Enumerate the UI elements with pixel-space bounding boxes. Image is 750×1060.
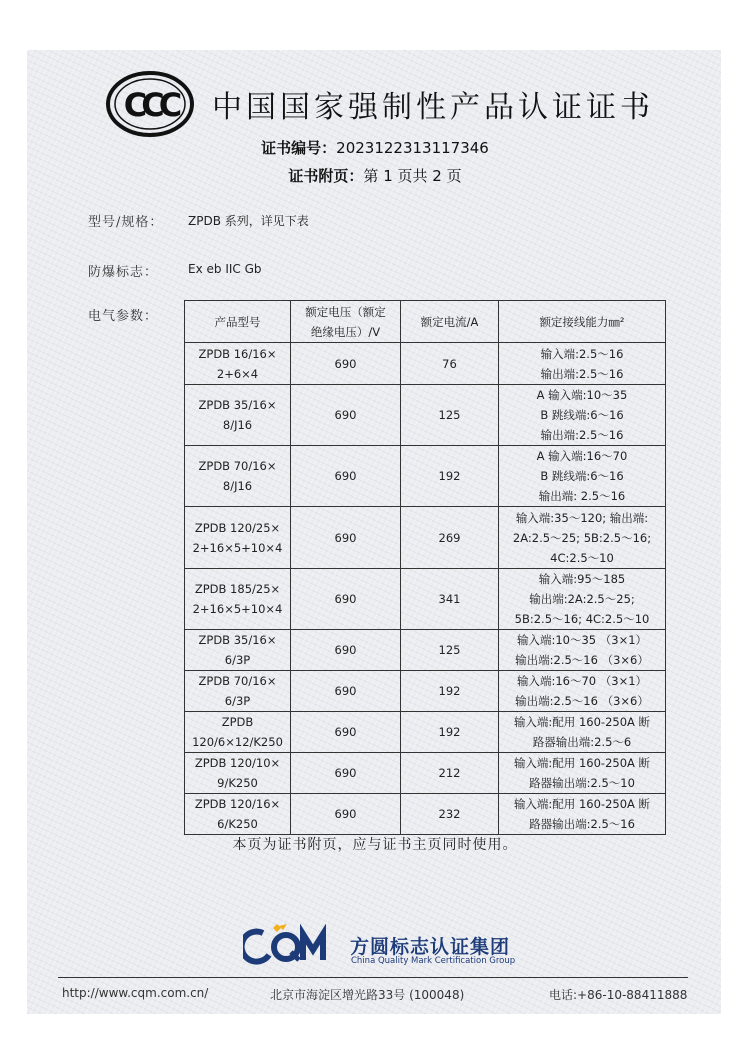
footer-phone: 电话:+86-10-88411888 [549,988,688,1002]
cell-current: 76 [401,343,499,385]
explosion-mark-label: 防爆标志： [88,265,159,280]
appendix-value: 第 1 页共 2 页 [363,167,462,185]
footer-address: 北京市海淀区增光路33号 (100048) [270,988,465,1002]
issuer-name-en: China Quality Mark Certification Group [351,956,516,966]
table-row [185,671,666,712]
cell-model-line: ZPDB 35/16× [198,633,277,647]
cell-capacity-line: 2A:2.5～25; 5B:2.5～16; [512,530,652,545]
cell-capacity-line: 5B:2.5～16; 4C:2.5～10 [514,612,650,626]
table-row [185,753,666,794]
cell-model-line: 6/3P [224,694,251,708]
cell-capacity [499,343,666,385]
table-row [185,343,666,385]
certificate-number-value: 2023122313117346 [336,139,489,157]
cell-voltage: 690 [291,753,401,794]
cell-model-line: ZPDB 120/10× [194,756,281,770]
appendix-label: 证书附页： [288,167,364,185]
appendix-note: 本页为证书附页，应与证书主页同时使用。 [232,837,518,853]
cell-capacity-line: 输出端:2A:2.5～25; [529,592,635,606]
table-row [185,630,666,671]
cell-current: 269 [401,507,499,569]
cqm-logo-icon [243,924,333,966]
cell-model [185,630,291,671]
cell-model-line: ZPDB 16/16× [198,346,277,361]
cell-model-line: ZPDB 70/16× [198,459,277,473]
cell-capacity-line: 输入端:95～185 [538,572,626,586]
cell-capacity-line: 输入端:10～35 （3×1） [516,633,648,647]
header-voltage [291,301,401,343]
cell-capacity-line: 输入端:配用 160-250A 断 [513,756,651,770]
cell-model-line: ZPDB 185/25× [194,582,281,596]
cell-current: 125 [401,385,499,446]
cell-model [185,753,291,794]
issuer-name-cn: 方圆标志认证集团 [350,936,511,958]
cell-capacity-line: 输入端:配用 160-250A 断 [513,715,651,729]
cell-capacity [499,630,666,671]
table-row [185,712,666,753]
cell-model-line: 8/J16 [222,479,253,493]
cell-model-line: 8/J16 [222,418,253,432]
cell-capacity-line: 输出端:2.5～16 （3×6） [515,694,649,708]
cell-capacity-line: B 跳线端:6～16 [540,408,624,422]
table-row [185,507,666,569]
ccc-logo-text: CCC [123,86,177,124]
cell-capacity-line: 路器输出端:2.5～6 [532,735,632,749]
cell-capacity-line: 输出端:2.5～16 [540,428,624,442]
header-current: 额定电流/A [401,301,499,343]
cell-current: 192 [401,446,499,507]
cell-model-line: ZPDB 120/25× [194,520,281,535]
cell-capacity-line: 输出端:2.5～16 （3×6） [515,653,649,667]
cell-model-line: 9/K250 [217,776,258,790]
cell-capacity-line: A 输入端:16～70 [536,449,628,463]
cell-model-line: ZPDB [221,715,254,729]
cell-model [185,343,291,385]
cell-model-line: 2+6×4 [216,366,259,381]
cell-voltage: 690 [291,446,401,507]
cell-model-line: 6/K250 [217,817,258,831]
cell-current: 341 [401,569,499,630]
header-voltage-line1: 额定电压（额定 [305,304,386,319]
cell-capacity [499,753,666,794]
cell-model [185,446,291,507]
ccc-logo-icon [105,70,195,138]
cell-voltage: 690 [291,630,401,671]
cell-capacity-line: 4C:2.5～10 [550,550,614,565]
header-capacity: 额定接线能力㎜² [499,301,666,343]
cell-model-line: ZPDB 120/16× [194,797,281,811]
cell-model-line: 6/3P [224,653,251,667]
certificate-number-label: 证书编号： [261,139,337,157]
cell-voltage: 690 [291,507,401,569]
table-row [185,446,666,507]
cell-capacity-line: 路器输出端:2.5～16 [529,817,635,831]
cell-voltage: 690 [291,385,401,446]
cell-voltage: 690 [291,794,401,835]
cell-model-line: 120/6×12/K250 [192,735,283,749]
cell-capacity-line: 输入端:16～70 （3×1） [516,674,648,688]
certificate-number [0,137,750,158]
cell-current: 232 [401,794,499,835]
footer-url-link[interactable]: http://www.cqm.com.cn/ [62,986,209,1000]
cell-model-line: 2+16×5+10×4 [192,540,283,555]
cell-capacity-line: 输入端:2.5～16 [540,346,624,361]
cell-capacity [499,446,666,507]
cell-model-line: ZPDB 70/16× [198,674,277,688]
cell-voltage: 690 [291,343,401,385]
cell-model-line: ZPDB 35/16× [198,398,277,412]
cell-capacity [499,794,666,835]
cell-model [185,507,291,569]
cell-capacity-line: 输入端:35～120; 输出端: [515,510,649,525]
header-voltage-line2: 绝缘电压）/V [310,324,381,339]
table-row [185,569,666,630]
certificate-title: 中国国家强制性产品认证证书 [212,90,654,125]
cell-capacity [499,671,666,712]
table-row [185,385,666,446]
parameter-table [184,300,666,835]
model-spec-value: ZPDB 系列，详见下表 [188,214,309,228]
cell-capacity-line: 输入端:配用 160-250A 断 [513,797,651,811]
cell-current: 192 [401,671,499,712]
cell-capacity-line: 路器输出端:2.5～10 [529,776,635,790]
cell-model [185,712,291,753]
cell-capacity [499,712,666,753]
cell-capacity-line: 输出端: 2.5～16 [538,489,626,503]
appendix-page [0,165,750,186]
cell-voltage: 690 [291,569,401,630]
footer-divider [58,977,688,978]
cell-current: 125 [401,630,499,671]
model-spec-label: 型号/规格： [88,215,164,230]
cell-capacity-line: 输出端:2.5～16 [540,366,624,381]
cell-model [185,385,291,446]
table-header-row [185,301,666,343]
cell-capacity [499,507,666,569]
electrical-params-label: 电气参数： [88,309,159,324]
cell-model [185,794,291,835]
header-model: 产品型号 [185,301,291,343]
cell-capacity-line: A 输入端:10～35 [536,388,628,402]
cell-current: 212 [401,753,499,794]
cell-current: 192 [401,712,499,753]
cell-capacity [499,385,666,446]
explosion-mark-value: Ex eb IIC Gb [188,262,262,276]
cell-voltage: 690 [291,712,401,753]
cell-voltage: 690 [291,671,401,712]
cell-capacity [499,569,666,630]
cell-model-line: 2+16×5+10×4 [192,602,283,616]
cell-model [185,569,291,630]
table-row [185,794,666,835]
cell-capacity-line: B 跳线端:6～16 [540,469,624,483]
cell-model [185,671,291,712]
